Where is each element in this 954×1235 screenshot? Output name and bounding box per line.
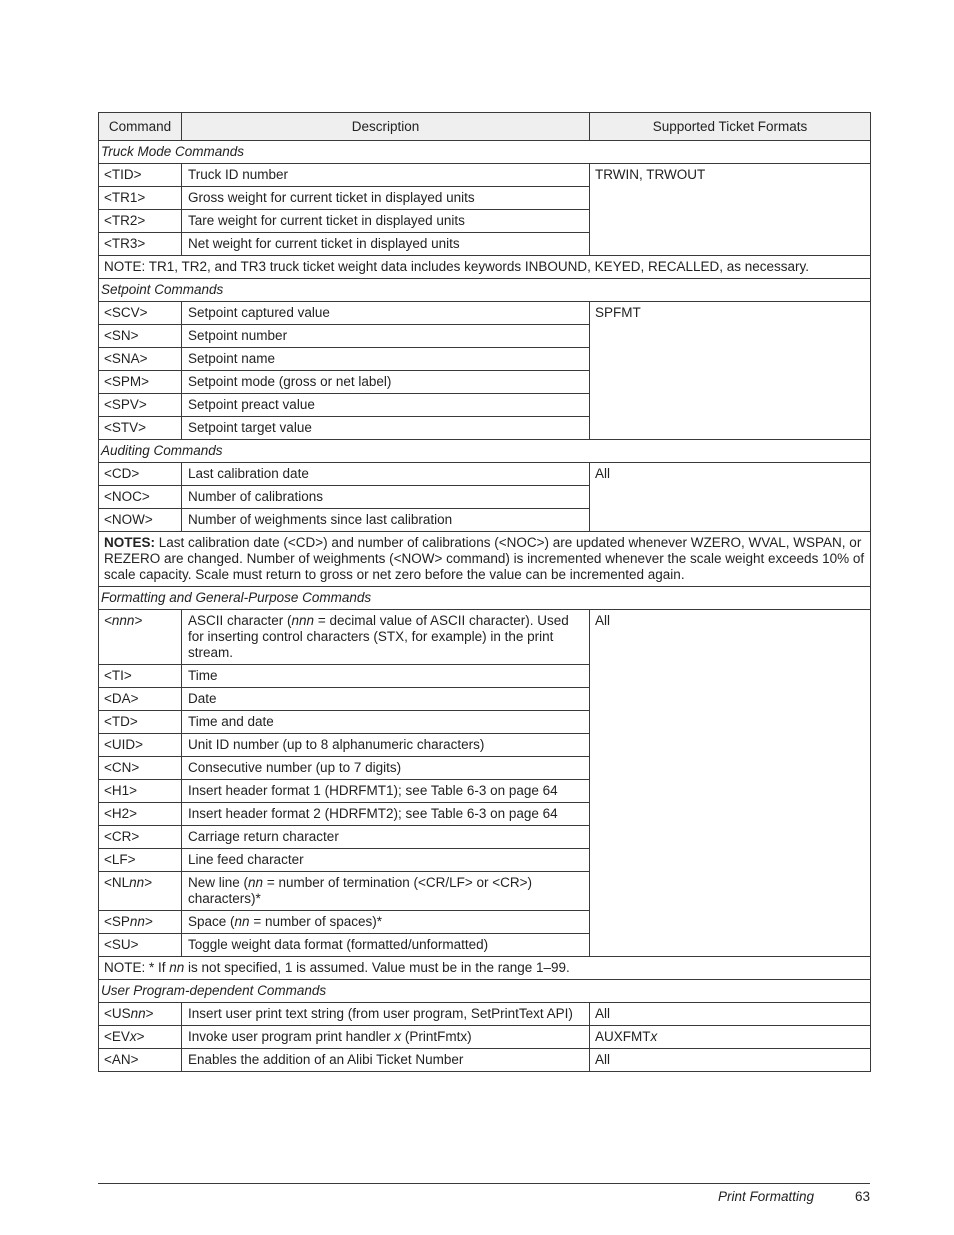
- description-cell: Setpoint mode (gross or net label): [182, 371, 590, 394]
- command-cell: [99, 1026, 182, 1049]
- description-cell: Insert header format 1 (HDRFMT1); see Table 6-3 on page 64: [182, 780, 590, 803]
- cmd-variable: nn: [129, 875, 145, 890]
- cmd-text: <EV: [104, 1029, 130, 1044]
- table-row: [99, 1003, 871, 1026]
- command-cell: <TR1>: [99, 187, 182, 210]
- desc-variable: nn: [234, 914, 250, 929]
- desc-text: Space (: [188, 914, 235, 929]
- command-cell: <H2>: [99, 803, 182, 826]
- command-cell: <TD>: [99, 711, 182, 734]
- section-row: [99, 279, 871, 302]
- command-table: [98, 112, 871, 1072]
- command-cell: <CN>: [99, 757, 182, 780]
- description-cell: Time: [182, 665, 590, 688]
- description-cell: Setpoint captured value: [182, 302, 590, 325]
- cmd-text: >: [136, 1029, 145, 1044]
- table-row: [99, 610, 871, 665]
- table-row: [99, 164, 871, 187]
- description-cell: Setpoint name: [182, 348, 590, 371]
- truck-note: NOTE: TR1, TR2, and TR3 truck ticket weight data includes keywords INBOUND, KEYED, RECALLED, as necessary.: [99, 256, 871, 279]
- footer-section-title: Print Formatting: [717, 1189, 814, 1204]
- description-cell: Net weight for current ticket in displayed units: [182, 233, 590, 256]
- footer-divider: [98, 1183, 870, 1184]
- description-cell: Last calibration date: [182, 463, 590, 486]
- description-cell: [182, 911, 590, 934]
- desc-text: ASCII character (: [188, 613, 292, 628]
- section-row: [99, 440, 871, 463]
- note-row: [99, 957, 871, 980]
- description-cell: [182, 872, 590, 911]
- description-cell: Insert user print text string (from user program, SetPrintText API): [182, 1003, 590, 1026]
- formats-cell: All: [590, 463, 871, 532]
- command-cell: <TR2>: [99, 210, 182, 233]
- description-cell: Enables the addition of an Alibi Ticket Number: [182, 1049, 590, 1072]
- desc-variable: nn: [248, 875, 264, 890]
- description-cell: Carriage return character: [182, 826, 590, 849]
- desc-text: Invoke user program print handler: [188, 1029, 395, 1044]
- command-cell: [99, 1003, 182, 1026]
- header-description: Description: [182, 113, 590, 141]
- cmd-text: >: [144, 914, 153, 929]
- header-command: Command: [99, 113, 182, 141]
- header-formats: Supported Ticket Formats: [590, 113, 871, 141]
- footer-page-number: 63: [854, 1189, 870, 1204]
- note-row: [99, 256, 871, 279]
- fmt-text: AUXFMT: [595, 1029, 651, 1044]
- command-cell: <CR>: [99, 826, 182, 849]
- command-cell: <UID>: [99, 734, 182, 757]
- section-row: [99, 587, 871, 610]
- command-cell: <DA>: [99, 688, 182, 711]
- note-variable: nn: [169, 960, 185, 975]
- section-user-title: User Program-dependent Commands: [99, 980, 871, 1003]
- desc-text: New line (: [188, 875, 249, 890]
- formats-cell: TRWIN, TRWOUT: [590, 164, 871, 256]
- description-cell: Time and date: [182, 711, 590, 734]
- section-truck-title: Truck Mode Commands: [99, 141, 871, 164]
- command-cell: <nnn>: [99, 610, 182, 665]
- command-cell: <TI>: [99, 665, 182, 688]
- cmd-text: >: [145, 1006, 154, 1021]
- command-cell: <TID>: [99, 164, 182, 187]
- desc-text: = decimal value of ASCII character). Used for inserting control characters (STX, for example) in the print stream.: [188, 613, 569, 660]
- command-cell: <STV>: [99, 417, 182, 440]
- command-cell: [99, 872, 182, 911]
- note-text: Last calibration date (<CD>) and number of calibrations (<NOC>) are updated whenever WZERO, WVAL, WSPAN, or REZERO are changed. Number of weighments (<NOW> command) is incremented whenever the scale weight exceeds 10% of scale capacity. Scale must return to gross or net zero before the value can be incremented again.: [104, 535, 865, 582]
- command-cell: <NOC>: [99, 486, 182, 509]
- note-text: NOTE: * If: [104, 960, 170, 975]
- description-cell: Gross weight for current ticket in displayed units: [182, 187, 590, 210]
- command-cell: <AN>: [99, 1049, 182, 1072]
- description-cell: Number of calibrations: [182, 486, 590, 509]
- fmt-variable: x: [650, 1029, 658, 1044]
- note-label: NOTES:: [104, 535, 156, 550]
- description-cell: Truck ID number: [182, 164, 590, 187]
- formatting-note: [99, 957, 871, 980]
- table-row: [99, 1049, 871, 1072]
- cmd-variable: nn: [130, 1006, 146, 1021]
- formats-cell: All: [590, 1003, 871, 1026]
- desc-variable: x: [394, 1029, 402, 1044]
- table-row: [99, 1026, 871, 1049]
- command-cell: <SN>: [99, 325, 182, 348]
- cmd-variable: nn: [129, 914, 145, 929]
- cmd-text: <SP: [104, 914, 130, 929]
- description-cell: Setpoint number: [182, 325, 590, 348]
- command-cell: <SPV>: [99, 394, 182, 417]
- command-cell: <H1>: [99, 780, 182, 803]
- command-cell: <LF>: [99, 849, 182, 872]
- command-cell: <SNA>: [99, 348, 182, 371]
- section-auditing-title: Auditing Commands: [99, 440, 871, 463]
- command-cell: <SCV>: [99, 302, 182, 325]
- table-row: [99, 302, 871, 325]
- description-cell: Setpoint preact value: [182, 394, 590, 417]
- note-text: is not specified, 1 is assumed. Value must be in the range 1–99.: [184, 960, 570, 975]
- description-cell: Date: [182, 688, 590, 711]
- section-setpoint-title: Setpoint Commands: [99, 279, 871, 302]
- description-cell: Toggle weight data format (formatted/unformatted): [182, 934, 590, 957]
- command-cell: <NOW>: [99, 509, 182, 532]
- description-cell: Tare weight for current ticket in displayed units: [182, 210, 590, 233]
- desc-variable: nnn: [291, 613, 315, 628]
- cmd-variable: x: [129, 1029, 137, 1044]
- command-cell: <SU>: [99, 934, 182, 957]
- cmd-text: <NL: [104, 875, 130, 890]
- formats-cell: SPFMT: [590, 302, 871, 440]
- table-row: [99, 463, 871, 486]
- cmd-text: <US: [104, 1006, 131, 1021]
- desc-text: = number of termination (<CR/LF> or <CR>) characters)*: [188, 875, 533, 906]
- formats-cell: All: [590, 610, 871, 957]
- description-cell: [182, 1026, 590, 1049]
- description-cell: Number of weighments since last calibration: [182, 509, 590, 532]
- command-cell: [99, 911, 182, 934]
- description-cell: Insert header format 2 (HDRFMT2); see Table 6-3 on page 64: [182, 803, 590, 826]
- cmd-text: >: [144, 875, 153, 890]
- description-cell: [182, 610, 590, 665]
- command-cell: <CD>: [99, 463, 182, 486]
- note-row: [99, 532, 871, 587]
- section-row: [99, 141, 871, 164]
- description-cell: Unit ID number (up to 8 alphanumeric characters): [182, 734, 590, 757]
- header-row: [99, 113, 871, 141]
- description-cell: Setpoint target value: [182, 417, 590, 440]
- section-row: [99, 980, 871, 1003]
- desc-text: (PrintFmtx): [401, 1029, 472, 1044]
- formats-cell: [590, 1026, 871, 1049]
- description-cell: Line feed character: [182, 849, 590, 872]
- auditing-note: [99, 532, 871, 587]
- command-cell: <SPM>: [99, 371, 182, 394]
- section-formatting-title: Formatting and General-Purpose Commands: [99, 587, 871, 610]
- desc-text: = number of spaces)*: [249, 914, 383, 929]
- formats-cell: All: [590, 1049, 871, 1072]
- command-cell: <TR3>: [99, 233, 182, 256]
- description-cell: Consecutive number (up to 7 digits): [182, 757, 590, 780]
